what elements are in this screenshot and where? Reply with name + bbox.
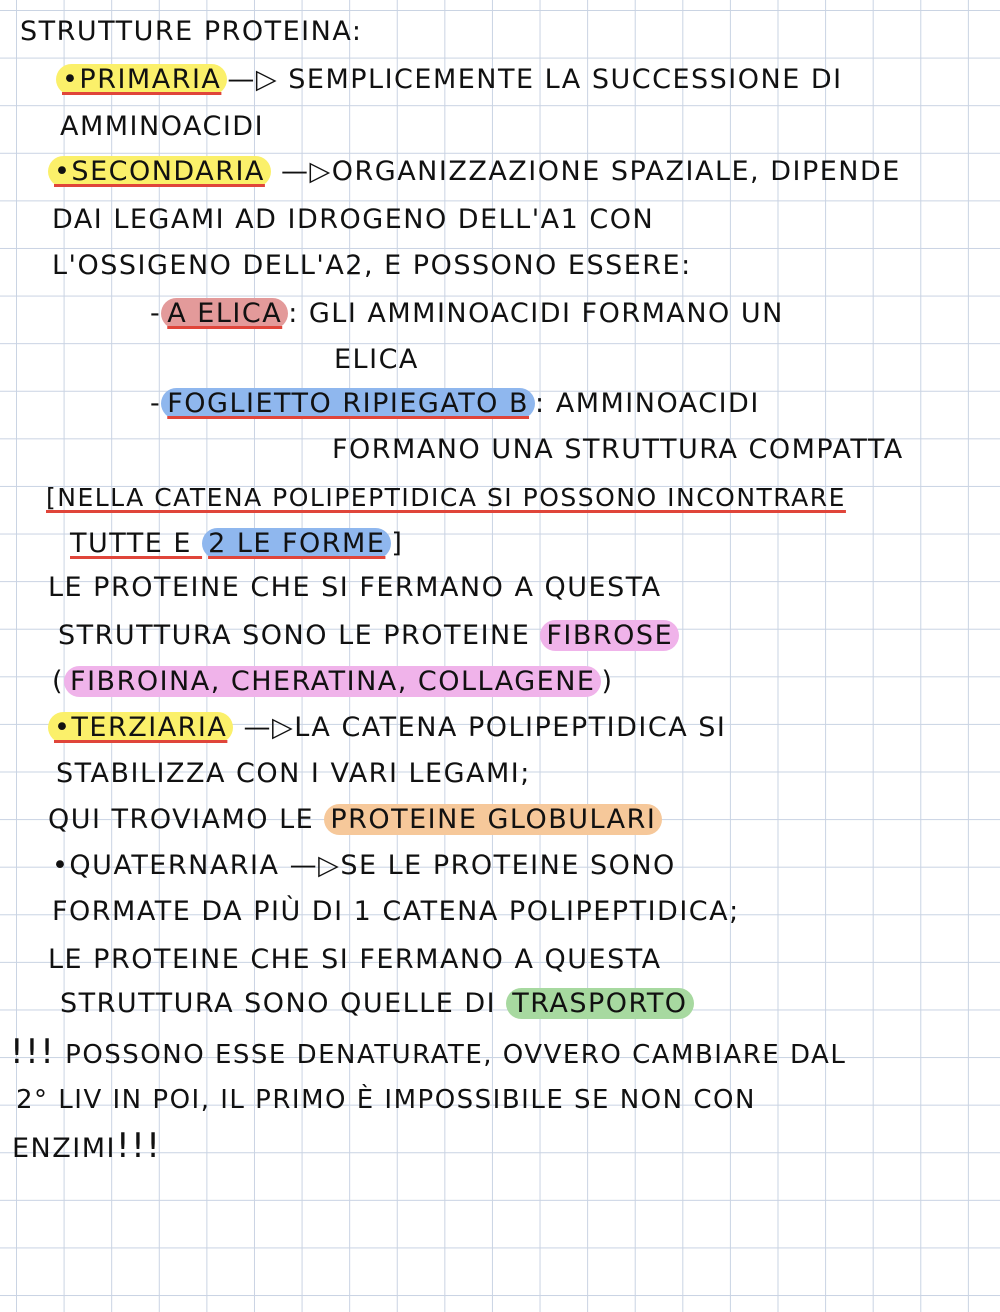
secondaria-arrow: —▷ [281,156,332,187]
primaria-text: SEMPLICEMENTE LA SUCCESSIONE DI [288,64,843,95]
quaternaria-arrow: —▷ [289,850,341,881]
primaria-line-1 [56,60,843,100]
fibrose-label: FIBROSE [540,620,679,651]
primaria-label: •PRIMARIA [56,64,227,95]
terziaria-label: •TERZIARIA [48,712,233,743]
warning-exclaim-1: !!! [10,1032,56,1072]
beta-foglietto-text-2: FORMANO UNA STRUTTURA COMPATTA [332,434,904,465]
beta-dash: - [150,388,162,419]
bracket-note-text-2a: TUTTE E [70,528,203,559]
secondaria-text-2: DAI LEGAMI AD IDROGENO DELL'A1 CON [52,204,655,235]
secondaria-line-1 [48,152,901,192]
alpha-elica-text-2: ELICA [334,344,419,375]
terziaria-text: LA CATENA POLIPEPTIDICA SI [294,712,727,743]
primaria-arrow: —▷ [227,64,279,95]
bracket-note-text-2b: 2 LE FORME [202,528,391,559]
terziaria-line-2 [56,754,531,794]
beta-foglietto-text: : AMMINOACIDI [535,388,760,419]
bracket-note-line-2 [70,524,403,564]
fibrose-paren-close: ) [601,666,614,697]
fibrose-line-1 [48,568,662,608]
warning-text-3a: ENZIMI [12,1133,116,1164]
quaternaria-line-3 [48,940,662,980]
warning-exclaim-2: !!! [115,1126,162,1166]
terziaria-arrow: —▷ [243,712,295,743]
secondaria-line-2 [52,200,654,240]
warning-text-2: 2° LIV IN POI, IL PRIMO È IMPOSSIBILE SE NON CON [16,1085,756,1115]
fibrose-paren-open: ( [52,666,65,697]
alpha-elica-text: : GLI AMMINOACIDI FORMANO UN [288,298,784,329]
fibrose-text-2a: STRUTTURA SONO LE PROTEINE [58,620,541,651]
terziaria-text-2: STABILIZZA CON I VARI LEGAMI; [56,758,531,789]
quaternaria-label: •QUATERNARIA [52,850,280,881]
fibrose-examples: FIBROINA, CHERATINA, COLLAGENE [64,666,601,697]
quaternaria-text: SE LE PROTEINE SONO [340,850,676,881]
quaternaria-line-2 [52,892,740,932]
alpha-elica-line-1 [150,294,784,334]
warning-line-2 [16,1080,756,1120]
secondaria-line-3 [52,246,692,286]
terziaria-line-3 [48,800,662,840]
fibrose-line-2 [58,616,679,656]
title-text: STRUTTURE PROTEINA: [20,16,363,47]
page-title [20,12,362,52]
warning-line-3 [12,1126,161,1169]
terziaria-text-3a: QUI TROVIAMO LE [48,804,325,835]
fibrose-text-1: LE PROTEINE CHE SI FERMANO A QUESTA [48,572,662,603]
warning-text-1: POSSONO ESSE DENATURATE, OVVERO CAMBIARE DAL [55,1040,847,1070]
primaria-line-2 [60,107,264,147]
beta-foglietto-line-1 [150,384,760,424]
alpha-elica-label: Α ELICA [161,298,288,329]
alpha-dash: - [150,298,162,329]
quaternaria-text-3: LE PROTEINE CHE SI FERMANO A QUESTA [48,944,662,975]
secondaria-text: ORGANIZZAZIONE SPAZIALE, DIPENDE [331,156,901,187]
bracket-note-text-2c: ] [391,528,404,559]
primaria-text-2: AMMINOACIDI [60,111,265,142]
quaternaria-text-2: FORMATE DA PIÙ DI 1 CATENA POLIPEPTIDICA; [52,896,740,927]
quaternaria-text-4a: STRUTTURA SONO QUELLE DI [60,988,507,1019]
secondaria-text-3: L'OSSIGENO DELL'A2, E POSSONO ESSERE: [52,250,692,281]
beta-foglietto-line-2 [332,430,904,470]
trasporto-label: TRASPORTO [506,988,693,1019]
bracket-note-text-1: [NELLA CATENA POLIPEPTIDICA SI POSSONO INCONTRARE [46,483,846,512]
quaternaria-line-4 [60,984,694,1024]
beta-foglietto-label: FOGLIETTO RIPIEGATO Β [161,388,535,419]
bracket-note-line-1 [46,478,846,518]
quaternaria-line-1 [52,846,676,886]
terziaria-line-1 [48,708,726,748]
proteine-globulari-label: PROTEINE GLOBULARI [324,804,662,835]
warning-line-1 [10,1032,846,1075]
secondaria-label: •SECONDARIA [48,156,271,187]
fibrose-line-3 [52,662,614,702]
alpha-elica-line-2 [334,340,419,380]
